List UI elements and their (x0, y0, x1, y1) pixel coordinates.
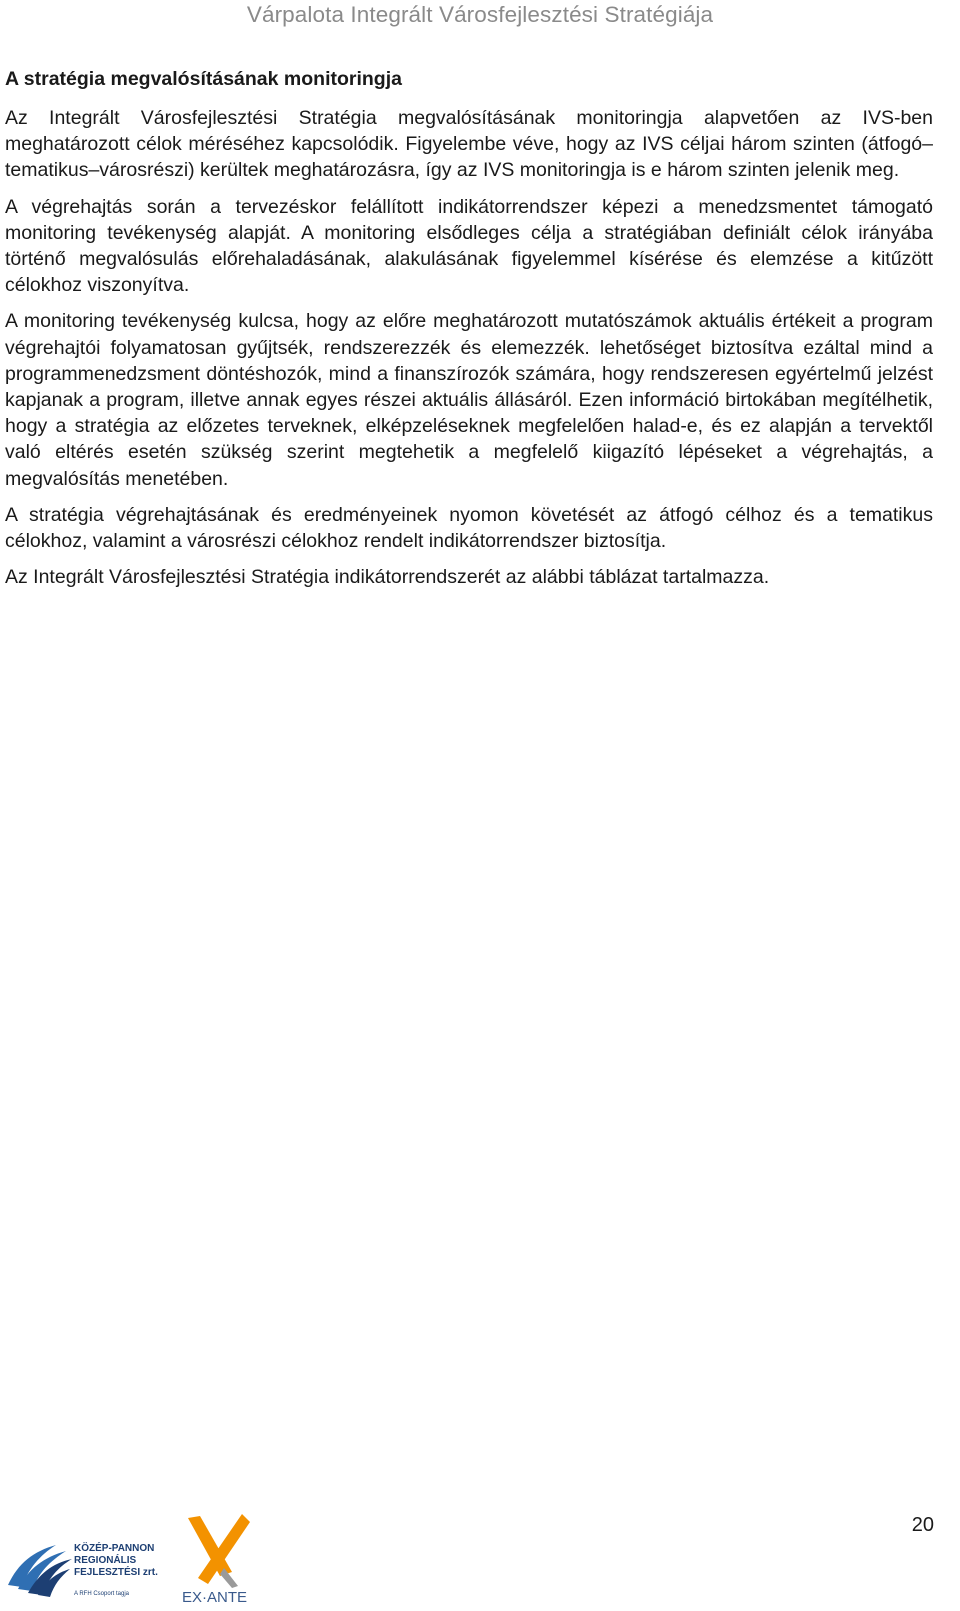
paragraph-5: Az Integrált Városfejlesztési Stratégia indikátorrendszerét az alábbi táblázat tartalmazza. (5, 566, 770, 589)
kozep-pannon-tagline: A RFH Csoport tagja (74, 1591, 130, 1597)
running-header: Várpalota Integrált Városfejlesztési Stratégiája (246, 2, 714, 27)
kozep-pannon-line2: REGIONÁLIS (74, 1555, 137, 1566)
paragraph-1: Az Integrált Városfejlesztési Stratégia megvalósításának monitoringja alapvetően az IVS-ben meghatározott célok méréséhez kapcsolódik. Figyelembe véve, hogy az IVS céljai három szinten (átfogó–tematikus–városrészi) kerültek meghatározásra, így az IVS monitoringja is e három szinten jelenik meg. (5, 107, 933, 182)
paragraph-2: A végrehajtás során a tervezéskor felállított indikátorrendszer képezi a menedzsmentet támogató monitoring tevékenység alapját. A monitoring elsődleges célja a stratégiában definiált célok irányába történő megvalósulás előrehaladásának, alakulásának figyelemmel kísérése és elemzése a kitűzött célokhoz viszonyítva. (5, 195, 933, 297)
kozep-pannon-line1: KÖZÉP-PANNON (74, 1543, 155, 1554)
kozep-pannon-line3: FEJLESZTÉSI zrt. (74, 1567, 158, 1578)
ex-ante-x-icon (188, 1514, 250, 1588)
page-number: 20 (911, 1514, 934, 1536)
paragraph-4: A stratégia végrehajtásának és eredményeinek nyomon követését az átfogó célhoz és a tematikus célokhoz, valamint a városrészi célokhoz rendelt indikátorrendszer biztosítja. (5, 503, 933, 553)
kozep-pannon-logo (4, 1533, 169, 1603)
ex-ante-logo (180, 1512, 260, 1607)
ex-ante-text: EX·ANTE (182, 1589, 248, 1606)
section-title: A stratégia megvalósításának monitoringja (5, 68, 402, 90)
kozep-pannon-swoosh-icon (8, 1545, 72, 1597)
paragraph-3: A monitoring tevékenység kulcsa, hogy az előre meghatározott mutatószámok aktuális értékeit a program végrehajtói folyamatosan gyűjtsék, rendszerezzék és elemezzék. lehetőséget biztosítva ezáltal mind a programmenedzsment döntéshozók, mind a finanszírozók számára, hogy rendszeresen egyértelmű jelzést kapjanak a program, illetve annak egyes részei aktuális állásáról. Ezen információ birtokában megítélhetik, hogy a stratégia az előzetes terveknek, elképzeléseknek megfelelően halad-e, és ez alapján a tervektől való eltérés esetén szükség szerint megtehetik a megfelelő kiigazító lépéseket a végrehajtás, a megvalósítás menetében. (5, 310, 933, 490)
page-content (5, 68, 933, 600)
